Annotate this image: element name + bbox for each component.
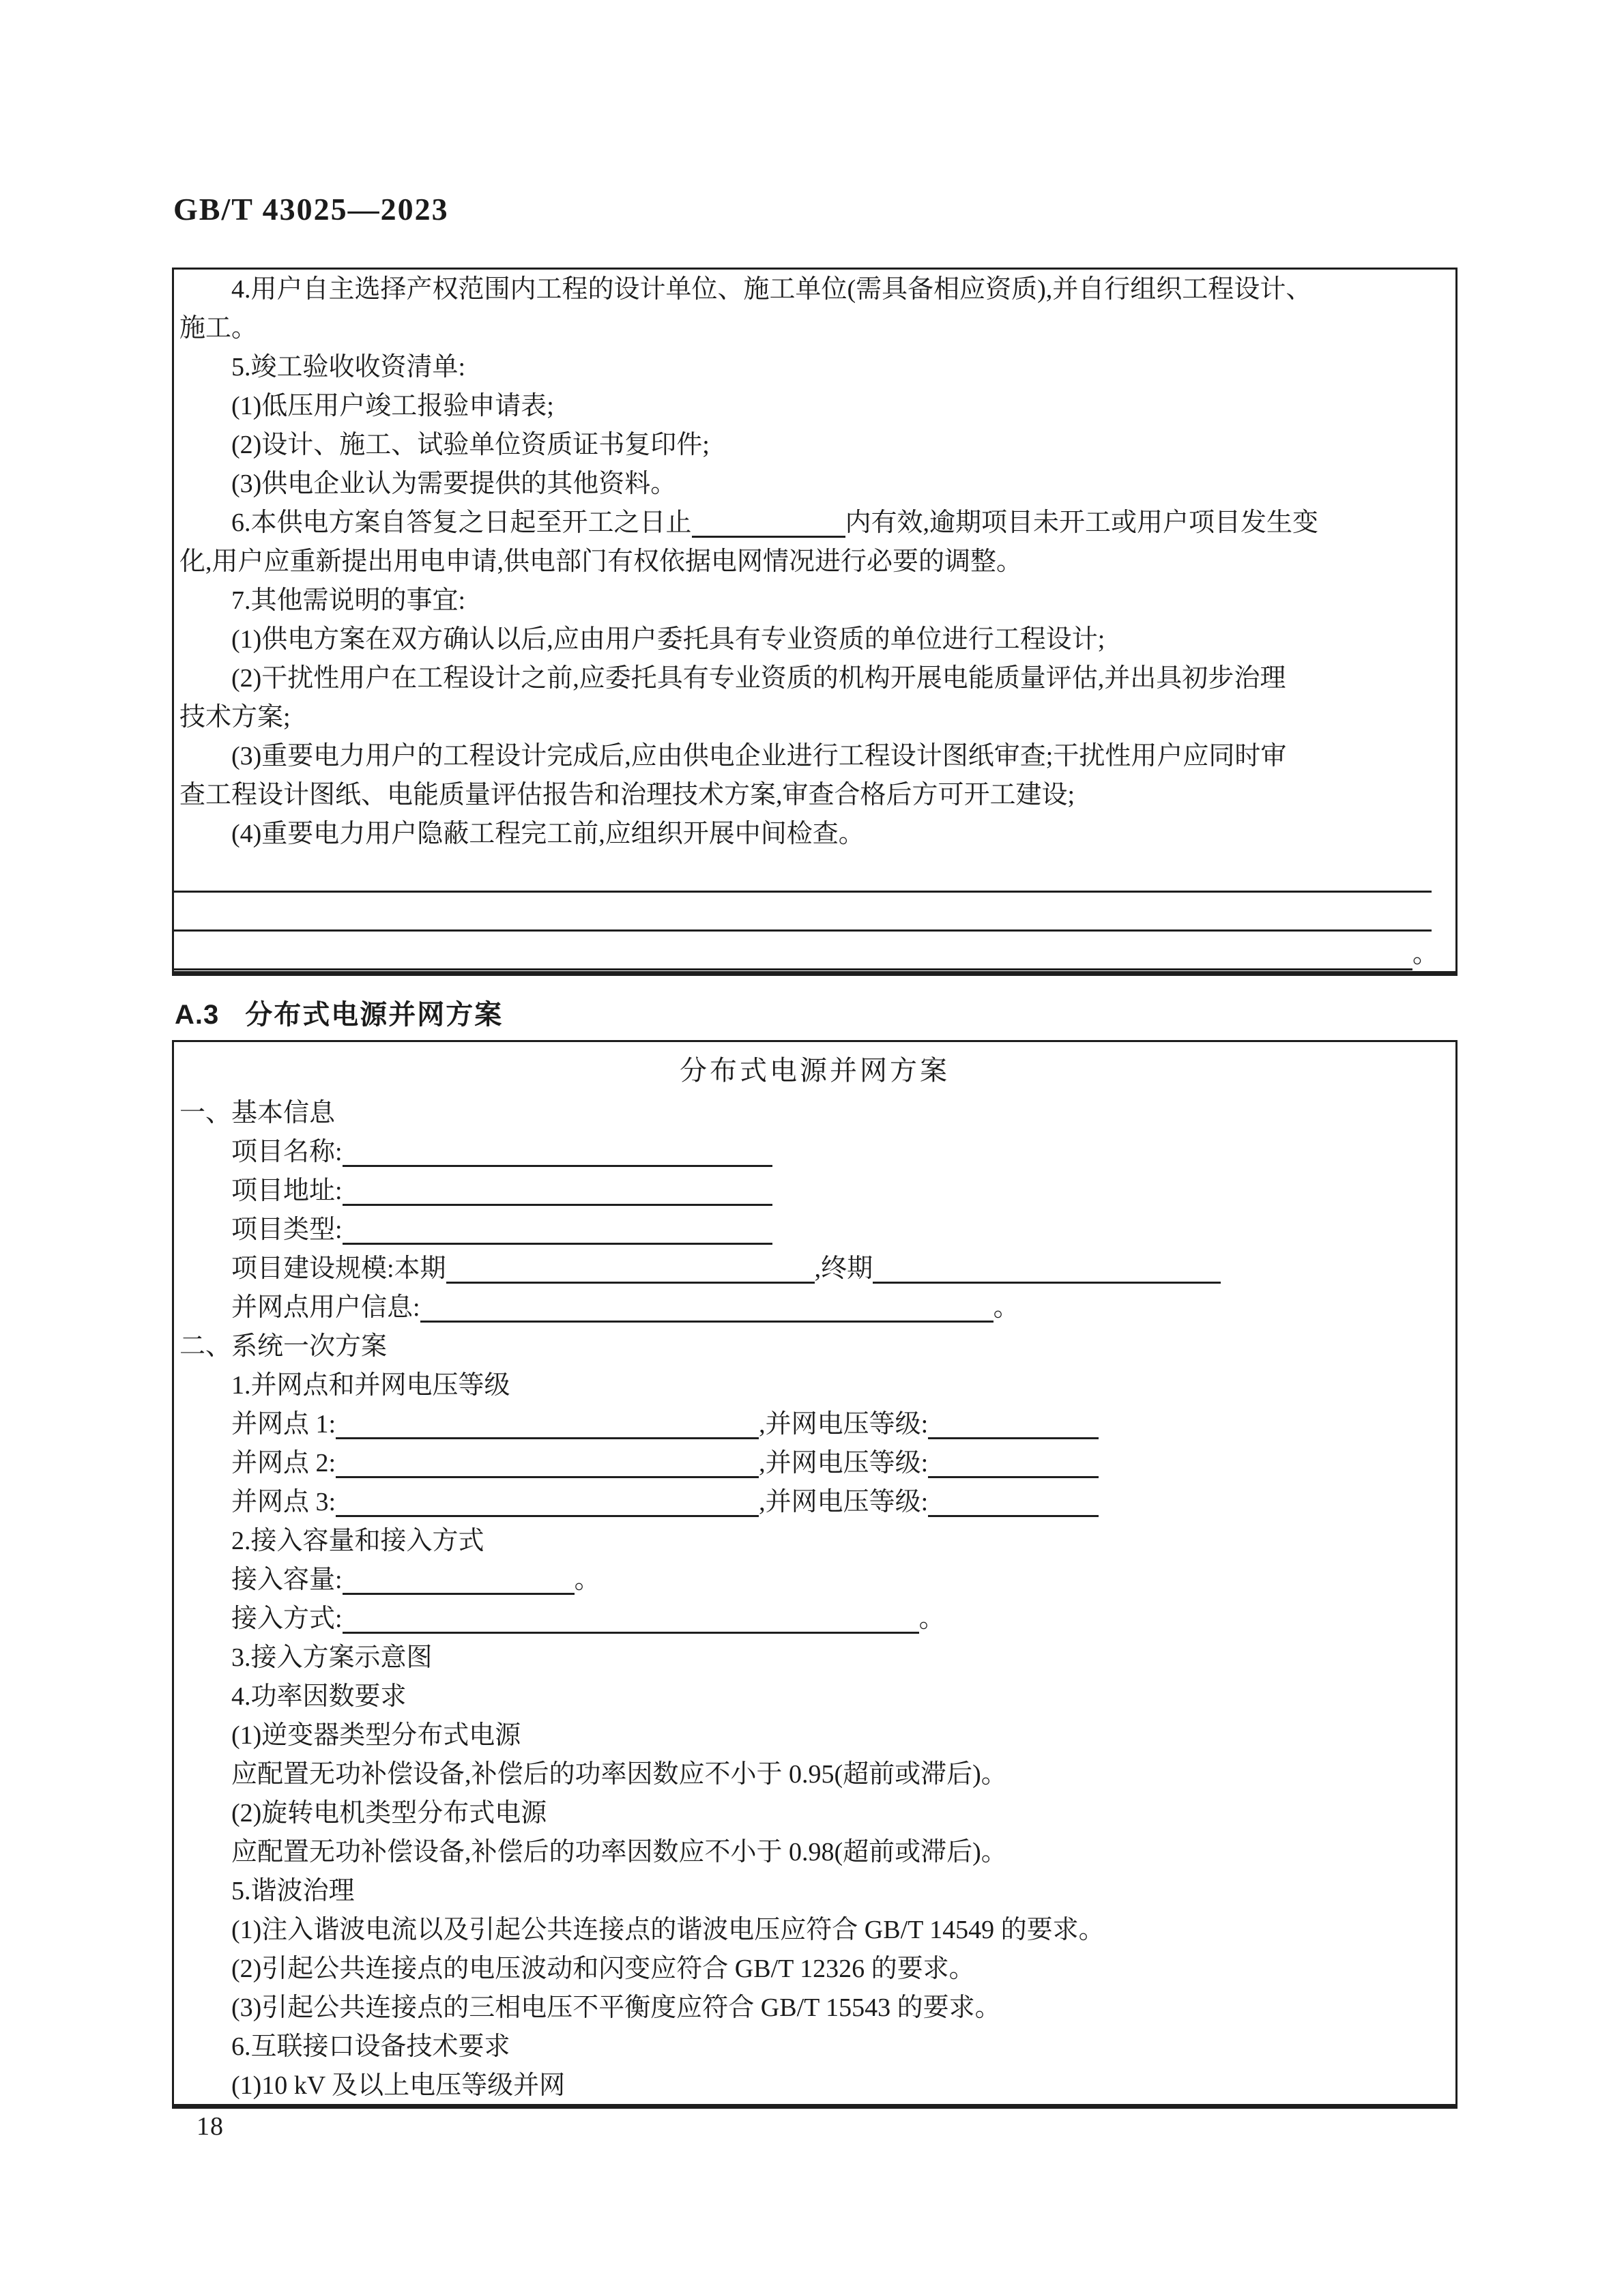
supply-plan-rows (179, 270, 1450, 970)
text-segment: 7.其他需说明的事宜: (231, 586, 466, 615)
text-segment: 施工。 (179, 314, 258, 343)
fill-in-blank (873, 1258, 1221, 1284)
text-segment: 4.用户自主选择产权范围内工程的设计单位、施工单位(需具备相应资质),并自行组织工程设计、 (231, 275, 1312, 304)
text-segment: 并网点 3: (231, 1488, 336, 1516)
text-segment: (3)重要电力用户的工程设计完成后,应由供电企业进行工程设计图纸审查;干扰性用户应同时审 (231, 742, 1287, 770)
form-row (179, 1872, 1450, 1911)
form-row (179, 426, 1450, 465)
text-segment: 项目类型: (231, 1215, 343, 1244)
text-segment: 6.本供电方案自答复之日起至开工之日止 (231, 508, 692, 537)
form-row (179, 2028, 1450, 2066)
text-segment: 。 (993, 1293, 1019, 1322)
text-segment: 应配置无功补偿设备,补偿后的功率因数应不小于 0.95(超前或滞后)。 (231, 1760, 1007, 1789)
form-row (179, 698, 1450, 737)
form-row (179, 465, 1450, 504)
supply-plan-remarks-box (172, 268, 1458, 976)
form-row (179, 543, 1450, 581)
text-segment: 项目地址: (231, 1177, 343, 1205)
form-row (179, 1133, 1450, 1172)
text-segment: 接入容量: (231, 1566, 343, 1594)
form-title: 分布式电源并网方案 (680, 1055, 950, 1086)
grid-connection-form-rows (179, 1094, 1450, 2105)
text-segment: (1)低压用户竣工报验申请表; (231, 392, 554, 420)
form-row (179, 581, 1450, 620)
text-segment: 5.竣工验收收资清单: (231, 353, 466, 381)
text-segment: (4)重要电力用户隐蔽工程完工前,应组织开展中间检查。 (231, 820, 865, 848)
fill-in-blank (928, 1414, 1099, 1439)
text-segment: (2)引起公共连接点的电压波动和闪变应符合 GB/T 12326 的要求。 (231, 1955, 975, 1983)
form-row (179, 1250, 1450, 1288)
fill-in-blank (928, 1492, 1099, 1517)
form-row (179, 1950, 1450, 1989)
text-segment: ,并网电压等级: (759, 1410, 929, 1439)
section-title: 分布式电源并网方案 (245, 1000, 504, 1030)
text-segment: (3)供电企业认为需要提供的其他资料。 (231, 470, 677, 498)
section-heading (175, 993, 503, 1032)
form-row (179, 815, 1450, 854)
form-row (179, 737, 1450, 776)
form-row (179, 1444, 1450, 1483)
form-row (179, 1989, 1450, 2028)
fill-in-blank (692, 513, 845, 538)
form-row (179, 1327, 1450, 1366)
form-row (179, 1288, 1450, 1327)
standard-code-header: GB/T 43025—2023 (173, 192, 449, 227)
text-segment: (1)逆变器类型分布式电源 (231, 1721, 521, 1750)
form-row (179, 348, 1450, 387)
text-segment: 技术方案; (179, 703, 291, 732)
text-segment: (1)注入谐波电流以及引起公共连接点的谐波电压应符合 GB/T 14549 的要求。 (231, 1916, 1105, 1944)
form-row (179, 1911, 1450, 1950)
form-row (179, 309, 1450, 348)
fill-in-blank (420, 1297, 994, 1323)
form-row (179, 1522, 1450, 1561)
ruled-blank-line (174, 932, 1455, 970)
fill-in-blank (343, 1609, 919, 1634)
fill-in-blank (174, 932, 1412, 970)
text-segment: 一、基本信息 (179, 1099, 336, 1127)
fill-in-blank (343, 1142, 772, 1167)
form-row (179, 1211, 1450, 1250)
text-segment: 内有效,逾期项目未开工或用户项目发生变 (845, 508, 1319, 537)
form-row (179, 1094, 1450, 1133)
ruled-blank-line (174, 893, 1455, 932)
text-segment: (2)旋转电机类型分布式电源 (231, 1799, 547, 1828)
form-row (179, 1561, 1450, 1600)
text-segment: 1.并网点和并网电压等级 (231, 1371, 510, 1400)
form-row (179, 1755, 1450, 1794)
form-row (179, 504, 1450, 543)
fill-in-blank (446, 1258, 815, 1284)
text-segment: 并网点 2: (231, 1449, 336, 1477)
form-row (179, 1172, 1450, 1211)
text-segment: 6.互联接口设备技术要求 (231, 2032, 510, 2061)
form-row (179, 1716, 1450, 1755)
text-segment: 。 (574, 1566, 600, 1594)
form-row (179, 1833, 1450, 1872)
form-row (179, 1600, 1450, 1639)
text-segment: 并网点 1: (231, 1410, 336, 1439)
grid-connection-form-box (172, 1040, 1458, 2109)
text-segment: (2)设计、施工、试验单位资质证书复印件; (231, 431, 710, 459)
form-row (179, 1639, 1450, 1677)
form-row (179, 1366, 1450, 1405)
text-segment: ,并网电压等级: (759, 1488, 929, 1516)
fill-in-blank (343, 1570, 575, 1595)
form-row (179, 1794, 1450, 1833)
form-row (179, 659, 1450, 698)
form-row (179, 1405, 1450, 1444)
text-segment: (2)干扰性用户在工程设计之前,应委托具有专业资质的机构开展电能质量评估,并出具初步治理 (231, 664, 1286, 693)
text-segment: ,终期 (814, 1254, 873, 1283)
text-segment: 项目名称: (231, 1138, 343, 1166)
text-segment: (1)10 kV 及以上电压等级并网 (231, 2071, 566, 2100)
text-segment: 并网点用户信息: (231, 1293, 420, 1322)
text-segment: 2.接入容量和接入方式 (231, 1527, 484, 1555)
section-number: A.3 (175, 1000, 220, 1030)
fill-in-blank (174, 893, 1432, 932)
form-row (179, 620, 1450, 659)
form-row (179, 1483, 1450, 1522)
text-segment: 应配置无功补偿设备,补偿后的功率因数应不小于 0.98(超前或滞后)。 (231, 1838, 1007, 1866)
text-segment: 。 (1412, 940, 1439, 968)
text-segment: (1)供电方案在双方确认以后,应由用户委托具有专业资质的单位进行工程设计; (231, 625, 1105, 654)
text-segment: 3.接入方案示意图 (231, 1643, 433, 1672)
ruled-blank-line (174, 854, 1455, 893)
text-segment: 4.功率因数要求 (231, 1682, 407, 1711)
text-segment: 。 (918, 1604, 945, 1633)
text-segment: 查工程设计图纸、电能质量评估报告和治理技术方案,审查合格后方可开工建设; (179, 781, 1075, 809)
form-row (179, 776, 1450, 815)
fill-in-blank (928, 1453, 1099, 1478)
page-number: 18 (197, 2112, 224, 2141)
fill-in-blank (336, 1492, 759, 1517)
form-row (179, 1677, 1450, 1716)
form-row (179, 387, 1450, 426)
form-row (179, 270, 1450, 309)
fill-in-blank (174, 854, 1432, 893)
text-segment: 项目建设规模:本期 (231, 1254, 446, 1283)
fill-in-blank (343, 1181, 772, 1206)
text-segment: (3)引起公共连接点的三相电压不平衡度应符合 GB/T 15543 的要求。 (231, 1993, 1001, 2022)
fill-in-blank (336, 1453, 759, 1478)
text-segment: ,并网电压等级: (759, 1449, 929, 1477)
fill-in-blank (343, 1220, 772, 1245)
text-segment: 二、系统一次方案 (179, 1332, 388, 1361)
text-segment: 化,用户应重新提出用电申请,供电部门有权依据电网情况进行必要的调整。 (179, 547, 1023, 576)
text-segment: 接入方式: (231, 1604, 343, 1633)
fill-in-blank (336, 1414, 759, 1439)
form-row (179, 2066, 1450, 2105)
text-segment: 5.谐波治理 (231, 1877, 355, 1905)
